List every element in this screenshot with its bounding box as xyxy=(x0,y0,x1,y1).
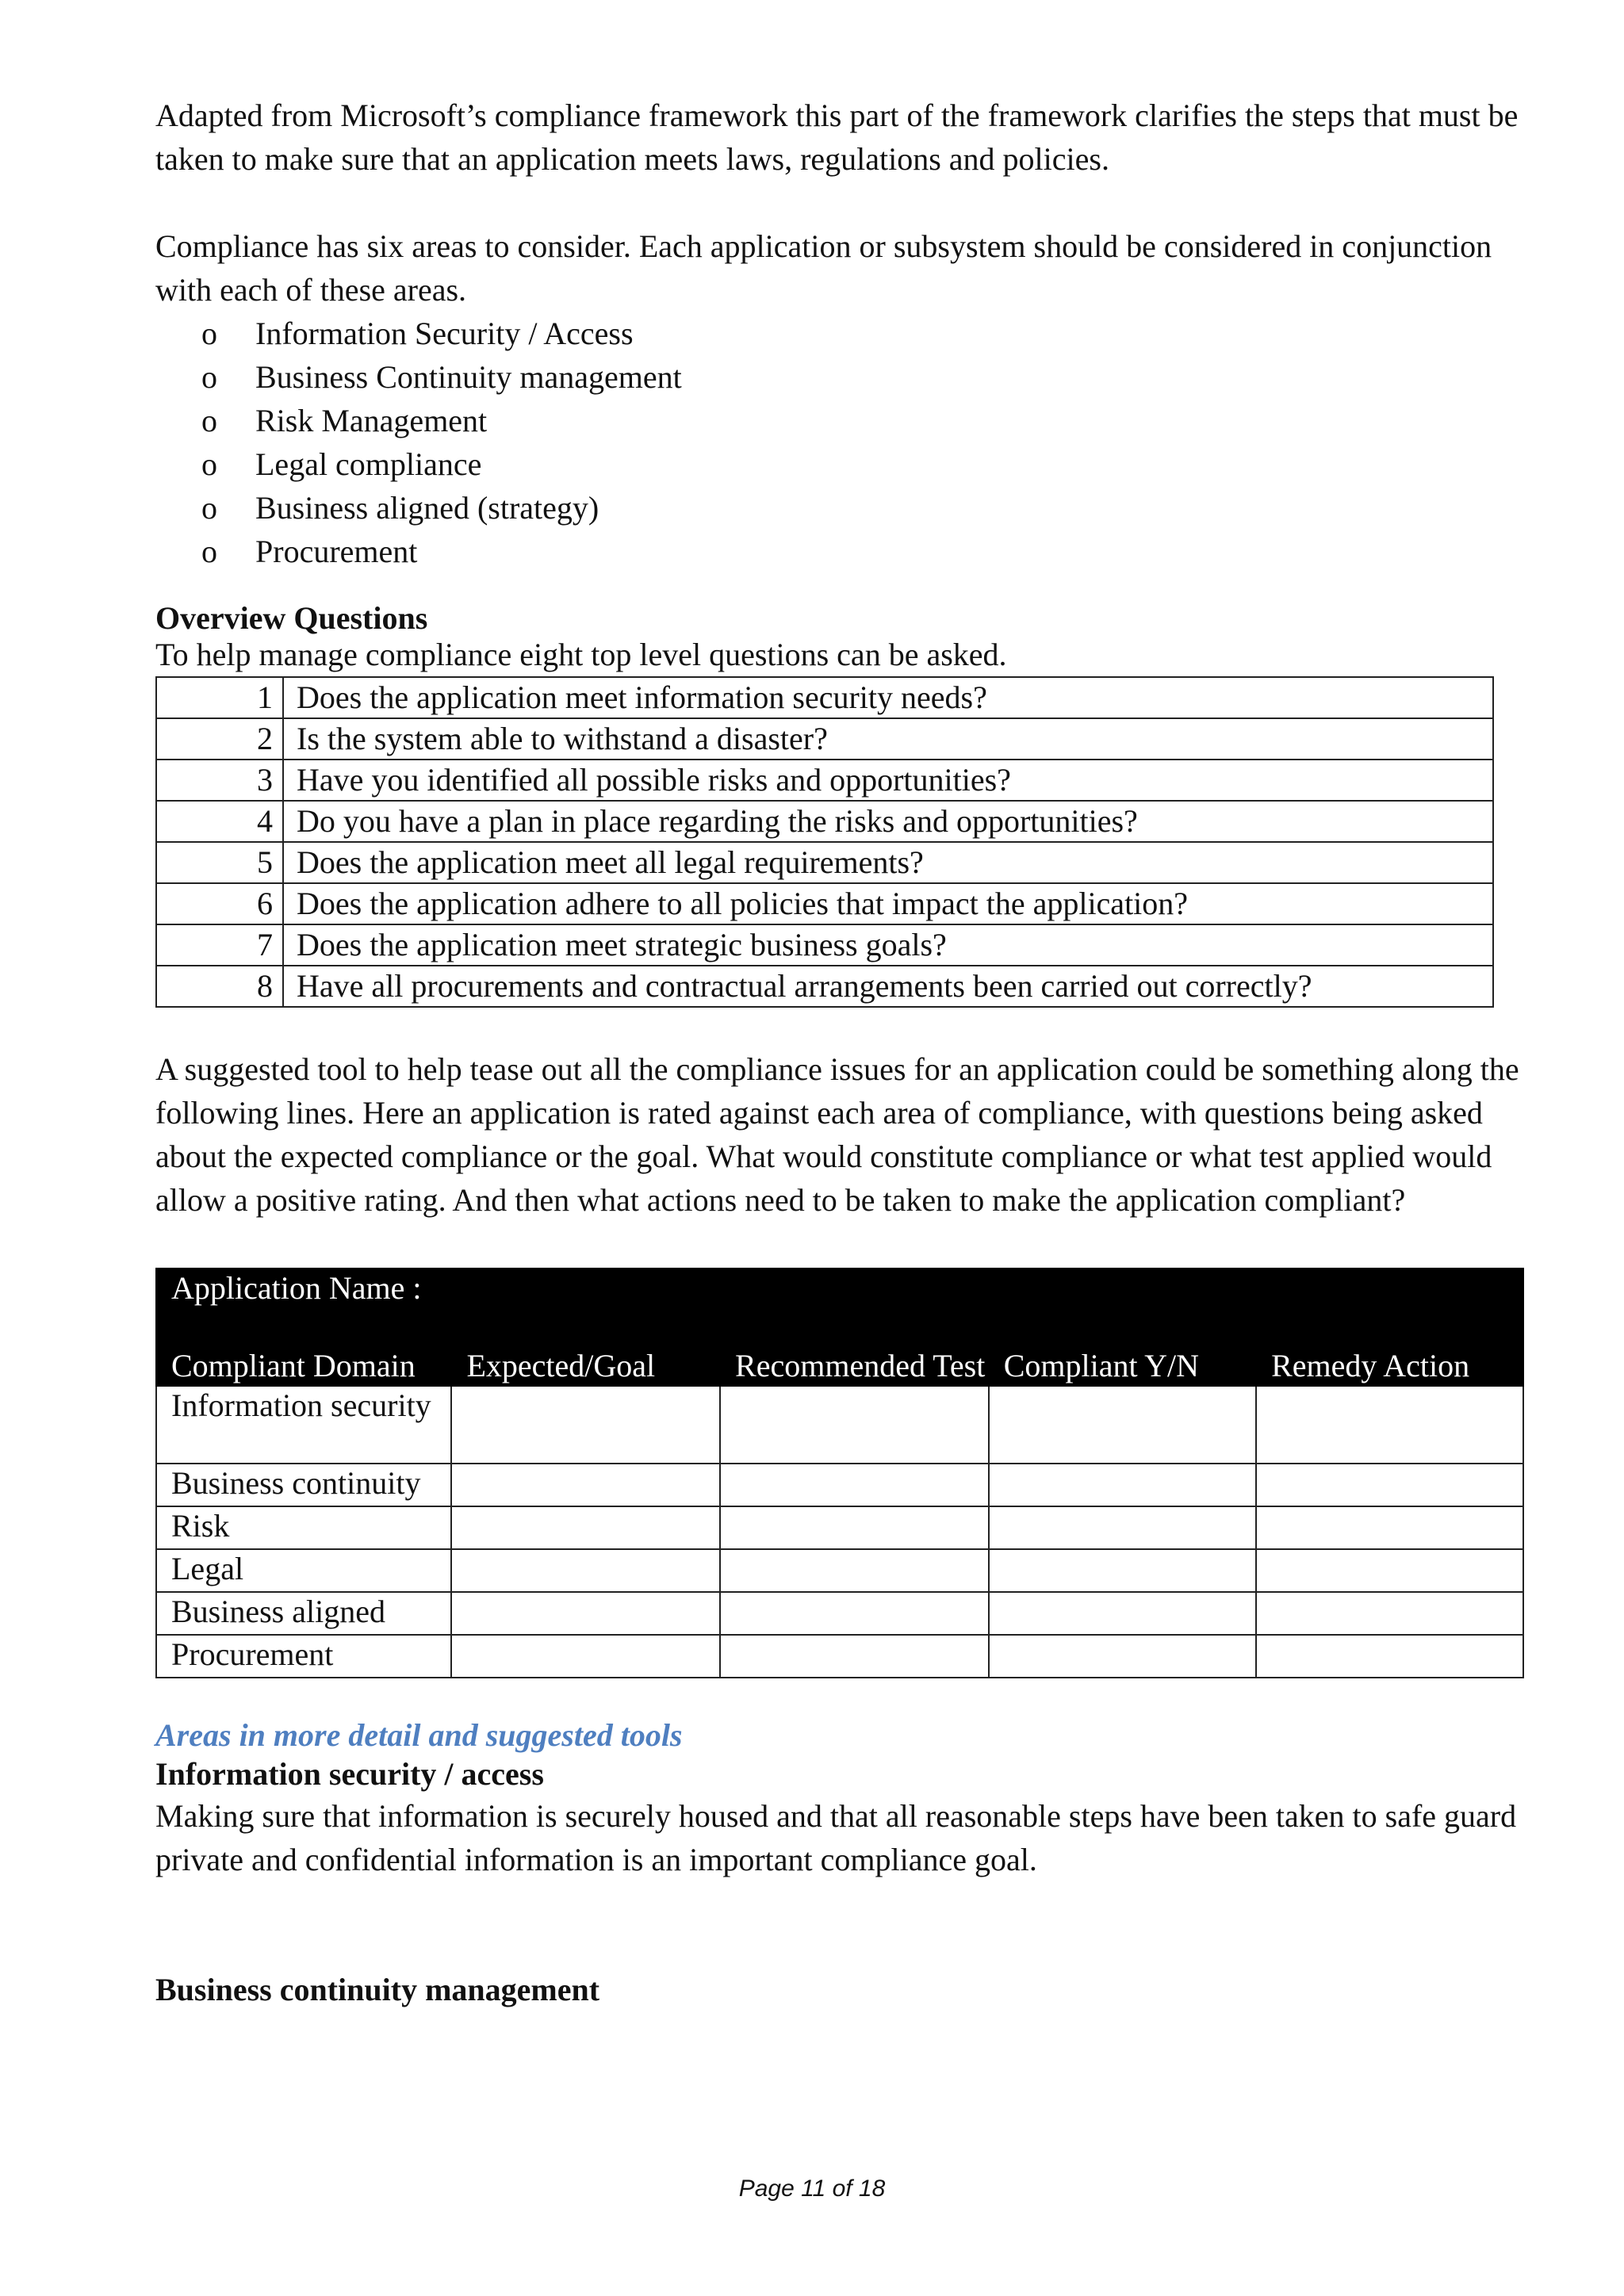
question-number: 1 xyxy=(156,677,283,718)
question-number: 6 xyxy=(156,883,283,924)
compliance-tool-table xyxy=(155,1268,1524,1678)
empty-cell xyxy=(1256,1549,1523,1592)
info-security-heading: Information security / access xyxy=(155,1756,544,1792)
info-security-paragraph: Making sure that information is securely housed and that all reasonable steps have been taken to safe guard private and confidential information is an important compliance goal. xyxy=(155,1798,1517,1877)
tool-paragraph: A suggested tool to help tease out all the compliance issues for an application could be something along the following lines. Here an application is rated against each area of compliance, with questions being asked about the expected compliance or the goal. What would constitute compliance or what test applied would allow a positive rating. And then what actions need to be taken to make the application compliant? xyxy=(155,1051,1519,1218)
question-number: 5 xyxy=(156,842,283,883)
areas-detail-heading: Areas in more detail and suggested tools xyxy=(155,1717,683,1753)
table-row xyxy=(156,1592,1523,1635)
table-row xyxy=(156,1386,1523,1464)
empty-cell xyxy=(989,1386,1256,1464)
question-text: Does the application meet all legal requirements? xyxy=(283,842,1493,883)
table-header-row xyxy=(156,1269,1523,1308)
empty-cell xyxy=(1256,1635,1523,1678)
page-number: Page 11 of 18 xyxy=(738,2175,886,2202)
bullet-marker: o xyxy=(201,534,217,569)
table-row xyxy=(156,842,1493,883)
empty-cell xyxy=(720,1549,989,1592)
list-item: o Information Security / Access xyxy=(155,312,1535,355)
application-name-label: Application Name : xyxy=(156,1269,1523,1308)
empty-cell xyxy=(451,1592,720,1635)
overview-questions-heading: Overview Questions xyxy=(155,600,428,636)
intro-paragraph-2: Compliance has six areas to consider. Each application or subsystem should be considered in conjunction with each of these areas. xyxy=(155,228,1492,308)
empty-cell xyxy=(1256,1592,1523,1635)
column-header: Recommended Test xyxy=(720,1308,989,1386)
bullet-marker: o xyxy=(201,446,217,482)
domain-cell: Procurement xyxy=(156,1635,451,1678)
question-number: 7 xyxy=(156,924,283,966)
list-item: o Business aligned (strategy) xyxy=(155,486,1535,530)
table-header-row xyxy=(156,1308,1523,1386)
table-row xyxy=(156,966,1493,1007)
question-text: Is the system able to withstand a disaster? xyxy=(283,718,1493,760)
table-row xyxy=(156,1549,1523,1592)
empty-cell xyxy=(720,1464,989,1506)
table-row xyxy=(156,924,1493,966)
question-text: Have all procurements and contractual arrangements been carried out correctly? xyxy=(283,966,1493,1007)
list-item: o Legal compliance xyxy=(155,442,1535,486)
page-content xyxy=(155,94,1535,2010)
question-text: Does the application meet information security needs? xyxy=(283,677,1493,718)
question-number: 2 xyxy=(156,718,283,760)
list-item: o Business Continuity management xyxy=(155,355,1535,399)
empty-cell xyxy=(1256,1506,1523,1549)
question-text: Does the application meet strategic business goals? xyxy=(283,924,1493,966)
table-row xyxy=(156,718,1493,760)
table-row xyxy=(156,1635,1523,1678)
question-number: 8 xyxy=(156,966,283,1007)
overview-questions-table xyxy=(155,676,1494,1008)
list-item: o Procurement xyxy=(155,530,1535,573)
intro-paragraph-1: Adapted from Microsoft’s compliance framework this part of the framework clarifies the steps that must be taken to make sure that an application meets laws, regulations and policies. xyxy=(155,98,1519,177)
column-header: Expected/Goal xyxy=(451,1308,720,1386)
empty-cell xyxy=(989,1635,1256,1678)
question-text: Does the application adhere to all policies that impact the application? xyxy=(283,883,1493,924)
column-header: Remedy Action xyxy=(1256,1308,1523,1386)
overview-intro: To help manage compliance eight top level questions can be asked. xyxy=(155,637,1007,672)
domain-cell: Business aligned xyxy=(156,1592,451,1635)
question-number: 3 xyxy=(156,760,283,801)
empty-cell xyxy=(989,1592,1256,1635)
empty-cell xyxy=(451,1635,720,1678)
table-row xyxy=(156,1506,1523,1549)
empty-cell xyxy=(989,1549,1256,1592)
empty-cell xyxy=(451,1506,720,1549)
column-header: Compliant Domain xyxy=(156,1308,451,1386)
empty-cell xyxy=(720,1386,989,1464)
empty-cell xyxy=(989,1506,1256,1549)
empty-cell xyxy=(451,1386,720,1464)
empty-cell xyxy=(989,1464,1256,1506)
table-row xyxy=(156,801,1493,842)
question-text: Do you have a plan in place regarding the risks and opportunities? xyxy=(283,801,1493,842)
bullet-marker: o xyxy=(201,403,217,438)
table-row xyxy=(156,760,1493,801)
column-header: Compliant Y/N xyxy=(989,1308,1256,1386)
empty-cell xyxy=(720,1592,989,1635)
domain-cell: Legal xyxy=(156,1549,451,1592)
list-item: o Risk Management xyxy=(155,399,1535,442)
domain-cell: Information security xyxy=(156,1386,451,1464)
empty-cell xyxy=(451,1549,720,1592)
bullet-marker: o xyxy=(201,359,217,395)
bullet-marker: o xyxy=(201,490,217,526)
table-row xyxy=(156,883,1493,924)
business-continuity-heading: Business continuity management xyxy=(155,1972,600,2007)
question-text: Have you identified all possible risks and opportunities? xyxy=(283,760,1493,801)
compliance-areas-list xyxy=(155,312,1535,573)
empty-cell xyxy=(1256,1386,1523,1464)
empty-cell xyxy=(451,1464,720,1506)
question-number: 4 xyxy=(156,801,283,842)
empty-cell xyxy=(1256,1464,1523,1506)
table-row xyxy=(156,1464,1523,1506)
table-row xyxy=(156,677,1493,718)
domain-cell: Business continuity xyxy=(156,1464,451,1506)
empty-cell xyxy=(720,1506,989,1549)
empty-cell xyxy=(720,1635,989,1678)
domain-cell: Risk xyxy=(156,1506,451,1549)
bullet-marker: o xyxy=(201,316,217,351)
